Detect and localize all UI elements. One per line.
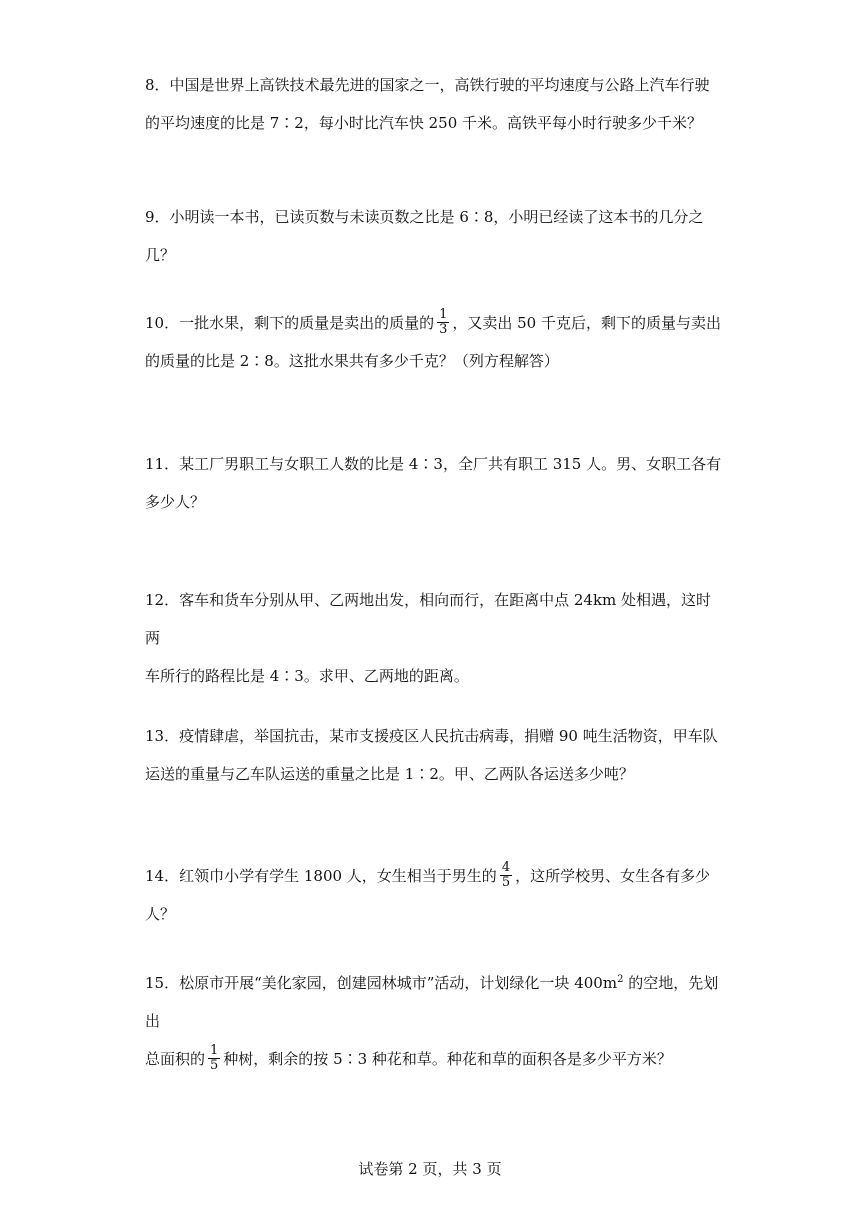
question-line: 8．中国是世界上高铁技术最先进的国家之一，高铁行驶的平均速度与公路上汽车行驶	[145, 76, 710, 94]
question-14	[145, 857, 725, 933]
fraction-numerator: 4	[501, 859, 511, 875]
question-8	[145, 66, 725, 142]
text-segment: ，又卖出 50 千克后，剩下的质量与卖出	[452, 314, 721, 332]
question-line	[145, 1040, 725, 1078]
fraction	[500, 861, 512, 890]
text-segment: 总面积的	[145, 1050, 206, 1068]
fraction-denominator: 3	[439, 321, 448, 337]
question-line: 多少人？	[145, 493, 206, 511]
question-line: 运送的重量与乙车队运送的重量之比是 1∶2。甲、乙两队各运送多少吨？	[145, 765, 634, 783]
text-segment: 14．红领巾小学有学生 1800 人，女生相当于男生的	[145, 867, 497, 885]
question-12	[145, 581, 725, 695]
fraction-numerator: 1	[210, 1042, 219, 1058]
question-13	[145, 717, 725, 793]
fraction-denominator: 5	[210, 1057, 219, 1073]
text-segment: 的空地，先划出	[145, 974, 719, 1030]
superscript: 2	[617, 974, 624, 985]
question-line: 11．某工厂男职工与女职工人数的比是 4∶3，全厂共有职工 315 人。男、女职工各有	[145, 455, 722, 473]
question-line	[145, 964, 725, 1040]
question-line	[145, 857, 725, 933]
question-11	[145, 445, 725, 521]
question-15	[145, 964, 725, 1078]
question-9	[145, 198, 725, 274]
fraction	[437, 308, 449, 337]
page-footer: 试卷第 2 页，共 3 页	[358, 1160, 502, 1178]
text-segment: 15．松原市开展“美化家园，创建园林城市”活动，计划绿化一块 400m	[145, 974, 618, 992]
question-line: 9．小明读一本书，已读页数与未读页数之比是 6∶8，小明已经读了这本书的几分之几？	[145, 208, 704, 264]
question-line: 13．疫情肆虐，举国抗击，某市支援疫区人民抗击病毒，捐赠 90 吨生活物资，甲车队	[145, 727, 718, 745]
question-line: 的质量的比是 2∶8。这批水果共有多少千克？（列方程解答）	[145, 352, 559, 370]
question-line: 车所行的路程比是 4∶3。求甲、乙两地的距离。	[145, 667, 469, 685]
fraction-denominator: 5	[501, 874, 511, 890]
fraction	[208, 1044, 220, 1073]
text-segment: ，这所学校男、女生各有多少人？	[145, 867, 711, 923]
question-line	[145, 304, 725, 342]
question-10	[145, 304, 725, 380]
text-segment: 10．一批水果，剩下的质量是卖出的质量的	[145, 314, 435, 332]
question-line: 12．客车和货车分别从甲、乙两地出发，相向而行，在距离中点 24km 处相遇，这时两	[145, 591, 712, 647]
question-line: 的平均速度的比是 7∶2，每小时比汽车快 250 千米。高铁平每小时行驶多少千米？	[145, 114, 703, 132]
text-segment: 种树，剩余的按 5∶3 种花和草。种花和草的面积各是多少平方米？	[223, 1050, 672, 1068]
fraction-numerator: 1	[439, 306, 448, 322]
